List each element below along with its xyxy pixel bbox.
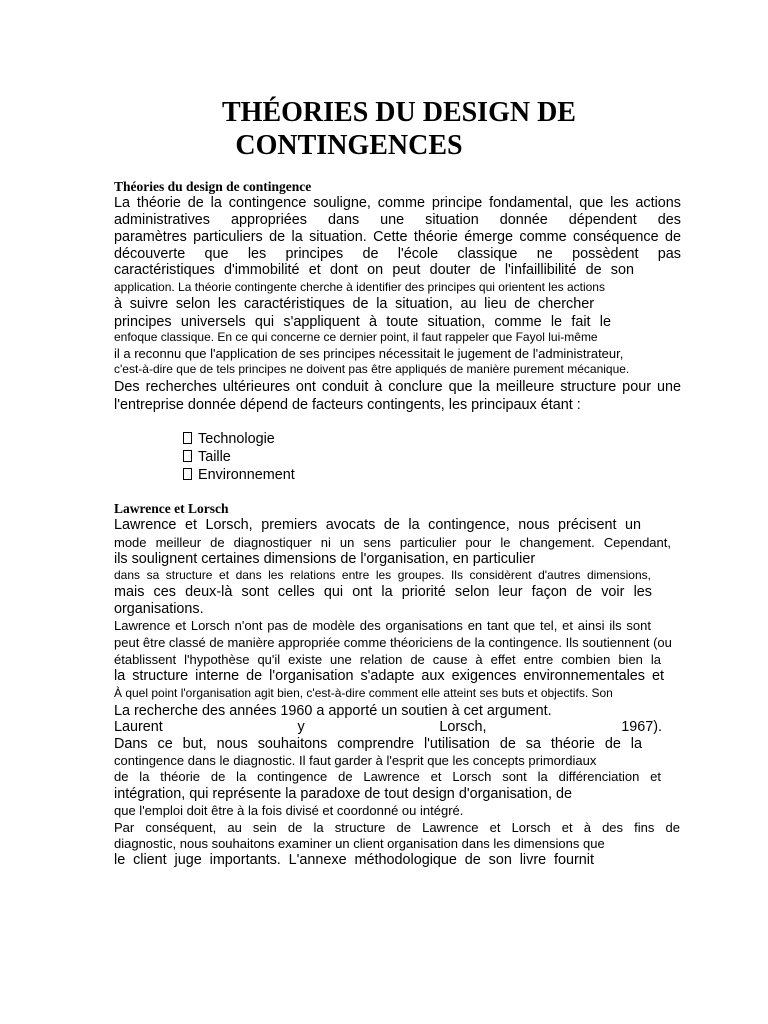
paragraph-line: Des recherches ultérieures ont conduit à conclure que la meilleure structure pour une (114, 379, 681, 395)
paragraph-line: le client juge importants. L'annexe méthodologique de son livre fournit (114, 852, 594, 868)
bullet-label: Taille (198, 449, 231, 465)
paragraph-line: l'entreprise donnée dépend de facteurs contingents, les principaux étant : (114, 397, 581, 413)
section-heading-lawrence-lorsch: Lawrence et Lorsch (114, 501, 229, 516)
paragraph-line: contingence dans le diagnostic. Il faut garder à l'esprit que les concepts primordiaux (114, 753, 597, 768)
paragraph-line: dans sa structure et dans les relations entre les groupes. Ils considèrent d'autres dimensions, (114, 568, 651, 582)
paragraph-line: mode meilleur de diagnostiquer ni un sens particulier pour le changement. Cependant, (114, 535, 671, 550)
document-title (0, 96, 768, 162)
paragraph-line: découverte que les principes de l'école classique ne possèdent pas (114, 246, 681, 262)
paragraph-line: que l'emploi doit être à la fois divisé et coordonné ou intégré. (114, 803, 464, 818)
bullet-item (183, 467, 295, 483)
paragraph-line: de la théorie de la contingence de Lawrence et Lorsch sont la différenciation et (114, 769, 661, 784)
paragraph-line: à suivre selon les caractéristiques de la situation, au lieu de chercher (114, 296, 594, 312)
paragraph-line: caractéristiques d'immobilité et dont on peut douter de l'infaillibilité de son (114, 262, 634, 278)
paragraph-line: c'est-à-dire que de tels principes ne doivent pas être appliqués de manière purement mécanique. (114, 362, 630, 376)
paragraph-line: La théorie de la contingence souligne, comme principe fondamental, que les actions (114, 195, 681, 211)
paragraph-line: diagnostic, nous souhaitons examiner un client organisation dans les dimensions que (114, 836, 605, 851)
bullet-box-icon (183, 450, 192, 462)
bullet-label: Technologie (198, 431, 275, 447)
bullet-label: Environnement (198, 467, 295, 483)
paragraph-line: Laurent y Lorsch, 1967). (114, 719, 662, 735)
paragraph-line: mais ces deux-là sont celles qui ont la priorité selon leur façon de voir les (114, 584, 652, 600)
title-line-1: THÉORIES DU DESIGN DE (222, 97, 576, 128)
paragraph-line: paramètres particuliers de la situation. Cette théorie émerge comme conséquence de (114, 229, 681, 245)
title-line-2: CONTINGENCES (235, 130, 463, 161)
paragraph-line: Lawrence et Lorsch, premiers avocats de la contingence, nous précisent un (114, 517, 641, 533)
paragraph-line: À quel point l'organisation agit bien, c'est-à-dire comment elle atteint ses buts et objectifs. Son (114, 686, 613, 700)
bullet-item (183, 431, 275, 447)
paragraph-line: établissent l'hypothèse qu'il existe une relation de cause à effet entre combien bien la (114, 652, 661, 667)
bullet-box-icon (183, 432, 192, 444)
paragraph-line: enfoque classique. En ce qui concerne ce dernier point, il faut rappeler que Fayol lui-même (114, 330, 598, 344)
paragraph-line: Par conséquent, au sein de la structure de Lawrence et Lorsch et à des fins de (114, 820, 680, 835)
section-heading-contingence: Théories du design de contingence (114, 179, 312, 194)
paragraph-line: il a reconnu que l'application de ses principes nécessitait le jugement de l'administrateur, (114, 346, 624, 361)
paragraph-line: application. La théorie contingente cherche à identifier des principes qui orientent les actions (114, 280, 605, 294)
paragraph-line: ils soulignent certaines dimensions de l'organisation, en particulier (114, 551, 536, 567)
paragraph-line: la structure interne de l'organisation s'adapte aux exigences environnementales et (114, 668, 664, 684)
paragraph-line: principes universels qui s'appliquent à toute situation, comme le fait le (114, 314, 611, 330)
paragraph-line: peut être classé de manière appropriée comme théoriciens de la contingence. Ils soutiennent (ou (114, 635, 672, 650)
paragraph-line: organisations. (114, 601, 204, 617)
bullet-box-icon (183, 468, 192, 480)
paragraph-line: Lawrence et Lorsch n'ont pas de modèle des organisations en tant que tel, et ainsi ils sont (114, 618, 651, 633)
paragraph-line: Dans ce but, nous souhaitons comprendre l'utilisation de sa théorie de la (114, 736, 642, 752)
paragraph-line: administratives appropriées dans une situation donnée dépendent des (114, 212, 681, 228)
bullet-item (183, 449, 231, 465)
paragraph-line: intégration, qui représente la paradoxe de tout design d'organisation, de (114, 786, 572, 802)
paragraph-line: La recherche des années 1960 a apporté un soutien à cet argument. (114, 703, 552, 719)
